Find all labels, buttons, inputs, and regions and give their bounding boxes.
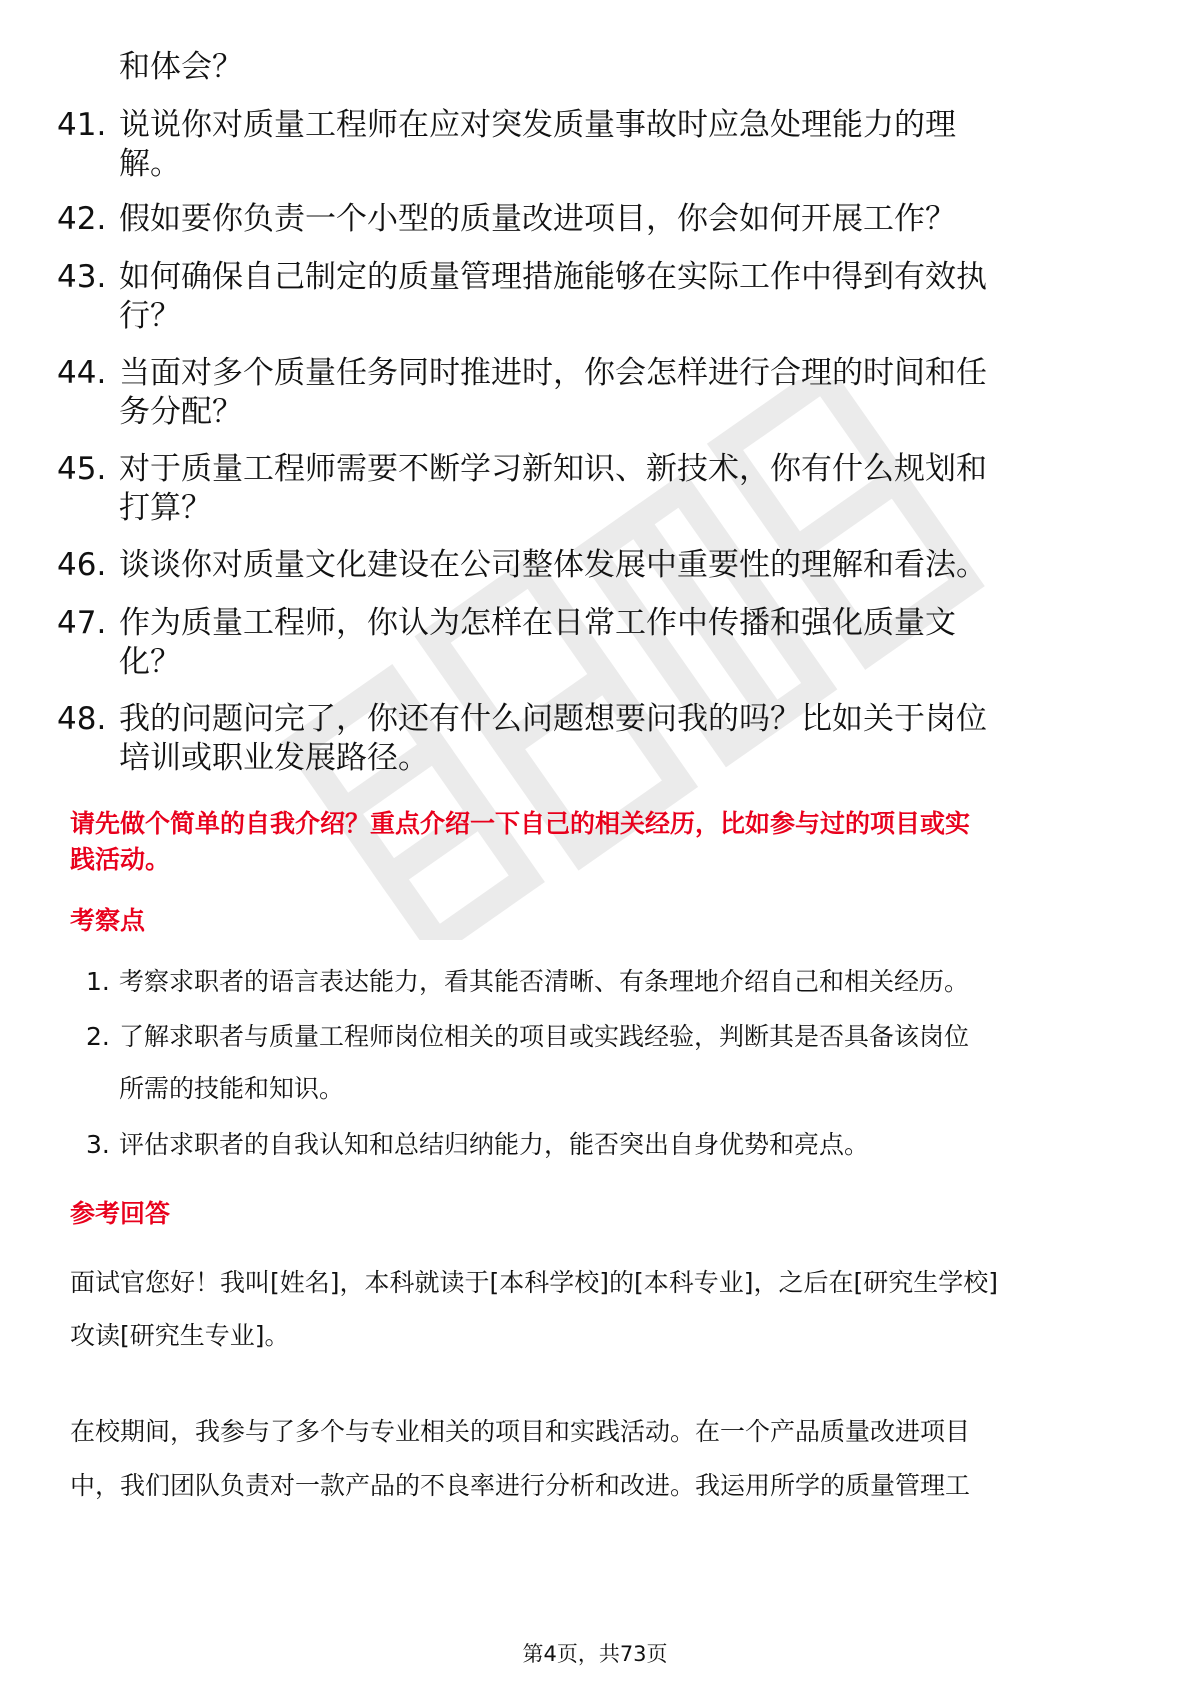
q40-continuation: 和体会？ [119,49,243,85]
list-item-text: 所需的技能和知识。 [119,1074,345,1103]
list-item-number: 41. [57,107,107,143]
list-item-text: 了解求职者与质量工程师岗位相关的项目或实践经验，判断其是否具备该岗位 [119,1022,970,1051]
list-item-text: 我的问题问完了，你还有什么问题想要问我的吗？比如关于岗位 [119,701,987,737]
list-item-text: 当面对多个质量任务同时推进时，你会怎样进行合理的时间和任 [119,355,987,391]
page-number: 第4页，共73页 [522,1642,668,1666]
list-item-number: 43. [57,259,107,295]
list-item-text: 行？ [119,298,181,334]
list-item-text: 如何确保自己制定的质量管理措施能够在实际工作中得到有效执 [119,259,987,295]
reference-heading: 参考回答 [70,1199,171,1228]
featured-question: 请先做个简单的自我介绍？重点介绍一下自己的相关经历，比如参与过的项目或实 [70,809,971,838]
answer-paragraph-line: 攻读[研究生专业]。 [70,1321,290,1350]
list-item-text: 谈谈你对质量文化建设在公司整体发展中重要性的理解和看法。 [119,547,987,583]
list-item-text: 作为质量工程师，你认为怎样在日常工作中传播和强化质量文 [119,605,956,641]
answer-paragraph-line: 中，我们团队负责对一款产品的不良率进行分析和改进。我运用所学的质量管理工 [70,1471,971,1500]
answer-paragraph-line: 面试官您好！我叫[姓名]，本科就读于[本科学校]的[本科专业]，之后在[研究生学校] [70,1268,999,1297]
list-item-number: 1. [86,967,110,996]
list-item-number: 46. [57,547,107,583]
list-item-text: 解。 [119,146,181,182]
list-item-text: 考察求职者的语言表达能力，看其能否清晰、有条理地介绍自己和相关经历。 [119,967,970,996]
featured-question-continued: 践活动。 [70,845,171,874]
list-item-text: 打算？ [119,490,212,526]
list-item-number: 3. [86,1130,110,1159]
list-item-text: 说说你对质量工程师在应对突发质量事故时应急处理能力的理 [119,107,956,143]
list-item-number: 47. [57,605,107,641]
list-item-text: 假如要你负责一个小型的质量改进项目，你会如何开展工作？ [119,201,956,237]
list-item-number: 2. [86,1022,110,1051]
assessment-heading: 考察点 [70,906,146,935]
list-item-text: 对于质量工程师需要不断学习新知识、新技术，你有什么规划和 [119,451,987,487]
list-item-text: 务分配？ [119,394,243,430]
list-item-text: 化？ [119,644,181,680]
list-item-number: 48. [57,701,107,737]
list-item-number: 42. [57,201,107,237]
answer-paragraph-line: 在校期间，我参与了多个与专业相关的项目和实践活动。在一个产品质量改进项目 [70,1417,971,1446]
list-item-number: 45. [57,451,107,487]
list-item-text: 评估求职者的自我认知和总结归纳能力，能否突出自身优势和亮点。 [119,1130,870,1159]
list-item-text: 培训或职业发展路径。 [119,740,429,776]
list-item-number: 44. [57,355,107,391]
